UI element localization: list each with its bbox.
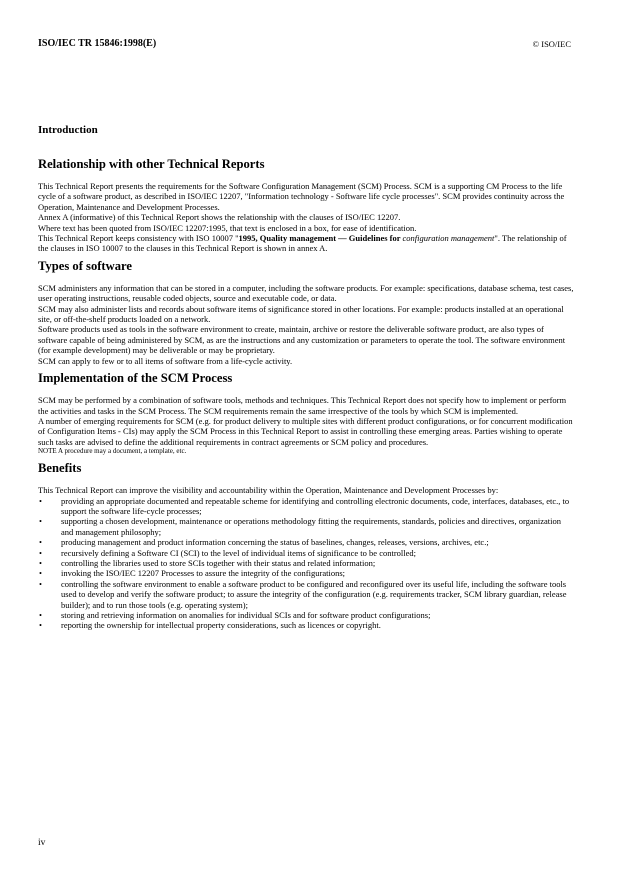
implementation-paragraph-1: SCM may be performed by a combination of software tools, methods and techniques. This Technical Report does not specify how to implement or perform the activities and tasks in the SCM Process. The SCM requirements remain the same irrespective of the tools by which SCM is implemented. (38, 395, 567, 416)
list-item-text: reporting the ownership for intellectual property considerations, such as licences or copyright. (61, 620, 381, 631)
bullet-icon: • (39, 495, 42, 506)
types-paragraph-2: SCM may also administer lists and records about software items of significance stored in other locations. For example: products installed at an operational site, or off-the-shelf products loaded on a network. (38, 303, 564, 325)
relationship-paragraph-3: Where text has been quoted from ISO/IEC 12207:1995, that text is enclosed in a box, for ease of identification. (38, 222, 417, 233)
iso10007-title-italic: configuration management (402, 233, 495, 244)
bullet-icon: • (39, 610, 42, 620)
relationship-heading: Relationship with other Technical Reports (38, 157, 265, 171)
section-benefits (38, 461, 574, 631)
list-item (38, 537, 574, 547)
types-paragraph-4: SCM can apply to few or to all items of software from a life-cycle activity. (38, 355, 293, 366)
bullet-icon: • (39, 557, 42, 568)
implementation-note: NOTE A procedure may a document, a template, etc. (38, 447, 187, 456)
iso10007-title-bold: 1995, Quality management — Guidelines for (238, 233, 403, 244)
list-item-text: providing an appropriate documented and repeatable scheme for identifying and controlling electronic documents, code, interfaces, databases, etc., to support the software life-cycle processes; (61, 495, 570, 516)
copyright-notice: © ISO/IEC (532, 39, 571, 49)
list-item-text: controlling the libraries used to store SCIs together with their status and related information; (61, 557, 376, 568)
relationship-paragraph-1: This Technical Report presents the requirements for the Software Configuration Management (SCM) Process. SCM is a supporting CM Process to the life cycle of a software product, as described in ISO/IEC 12207, "Information technology - Software life cycle processes". SCM provides continuity across the Operation, Maintenance and Development Processes. (38, 181, 565, 212)
list-item-text: invoking the ISO/IEC 12207 Processes to assure the integrity of the configurations; (61, 568, 345, 579)
benefits-list (38, 496, 574, 631)
list-item (38, 568, 574, 578)
implementation-paragraph-2: A number of emerging requirements for SCM (e.g. for product delivery to multiple sites with different product configurations, or for concurrent modification of Configuration Items - CIs) may apply the SCM Process in this Technical Report to assist in controlling these emerging areas. Parties wishing to operate such tasks are advised to define the additional requirements in contract agreements or SCM policy and procedures. (38, 415, 573, 447)
list-item (38, 496, 574, 517)
list-item-text: controlling the software environment to enable a software product to be configured and reconfigured over its useful life, including the software tools used to develop and verify the software product; to assure the integrity of the configuration (e.g. requirements tracker, SCM library guardian, release builder); and to run those tools (e.g. operating system); (61, 578, 567, 610)
list-item (38, 548, 574, 558)
bullet-icon: • (39, 537, 42, 548)
bullet-icon: • (39, 516, 42, 527)
types-paragraph-1: SCM administers any information that can be stored in a computer, including the software products. For example: specifications, database schema, test cases, user operating instructions, reusable coded objects, source and executable code, or data. (38, 282, 574, 304)
benefits-intro: This Technical Report can improve the visibility and accountability within the Operation, Maintenance and Development Processes by: (38, 485, 499, 496)
list-item (38, 620, 574, 630)
relationship-paragraph-4 (38, 233, 574, 254)
bullet-icon: • (39, 568, 42, 579)
list-item (38, 558, 574, 568)
section-implementation (38, 371, 574, 456)
implementation-heading: Implementation of the SCM Process (38, 371, 233, 386)
section-types (38, 259, 574, 366)
bullet-icon: • (39, 578, 42, 589)
section-relationship (38, 157, 574, 254)
page-number: iv (38, 838, 46, 848)
introduction-title: Introduction (38, 124, 98, 136)
bullet-icon: • (39, 620, 42, 631)
list-item (38, 579, 574, 610)
relationship-p4-post: ". The relationship of the clauses in ISO 10007 to the clauses in this Technical Report is shown in annex A. (38, 233, 567, 254)
document-id: ISO/IEC TR 15846:1998(E) (38, 38, 157, 49)
list-item (38, 610, 574, 620)
list-item-text: storing and retrieving information on anomalies for individual SCIs and for software product configurations; (61, 610, 431, 620)
list-item-text: supporting a chosen development, maintenance or operations methodology fitting the requirements, standards, policies and directives, organization and management philosophy; (61, 516, 562, 537)
bullet-icon: • (39, 547, 42, 558)
list-item-text: recursively defining a Software CI (SCI) to the level of individual items of significance to be controlled; (61, 547, 417, 558)
types-paragraph-3: Software products used as tools in the software environment to create, maintain, archive or restore the deliverable software product, are also types of software capable of being administered by SCM, as are the instructions and any customization or parameters to operate the tool. The software environment (for example development) may be deliverable or may be proprietary. (38, 324, 566, 356)
list-item (38, 516, 574, 537)
relationship-p4-pre: This Technical Report keeps consistency with ISO 10007 " (38, 233, 239, 244)
types-heading: Types of software (38, 258, 132, 273)
page-content (38, 124, 574, 636)
benefits-heading: Benefits (38, 461, 82, 476)
relationship-paragraph-2: Annex A (informative) of this Technical Report shows the relationship with the clauses of ISO/IEC 12207. (38, 212, 401, 223)
list-item-text: producing management and product information concerning the status of baselines, changes, releases, versions, archives, etc.; (61, 537, 489, 548)
